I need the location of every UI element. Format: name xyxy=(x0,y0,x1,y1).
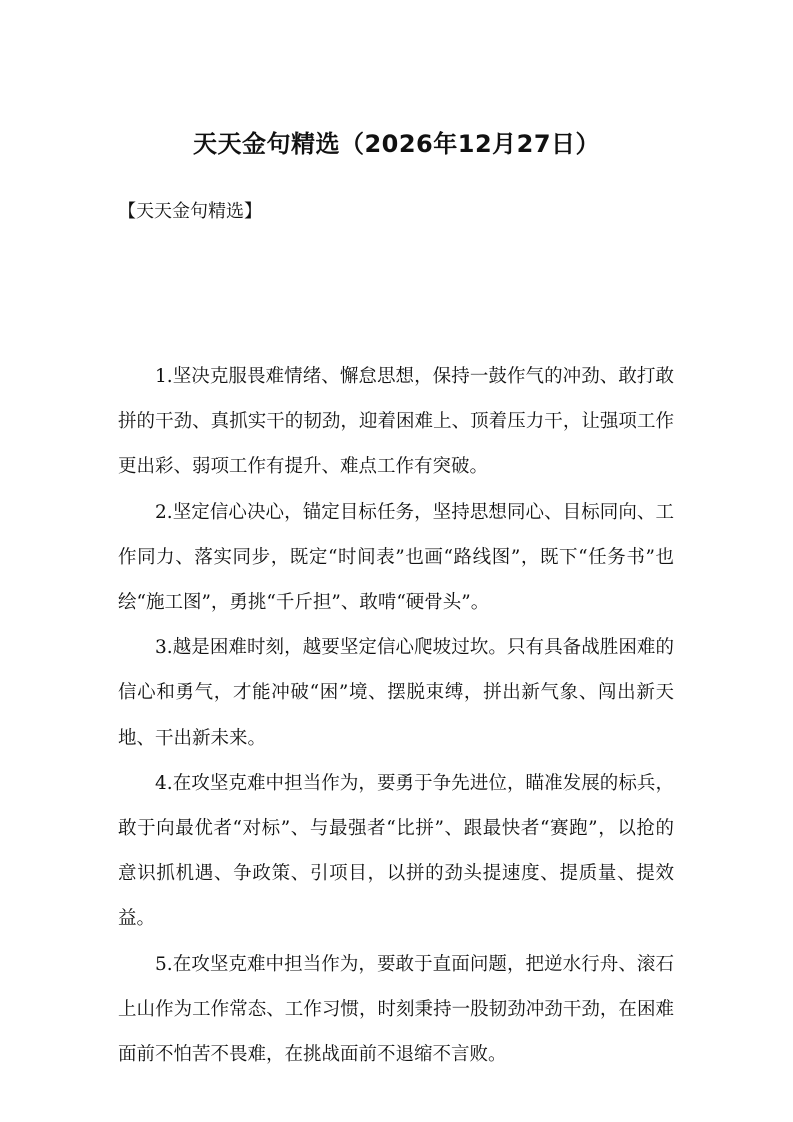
paragraph-3: 3.越是困难时刻，越要坚定信心爬坡过坎。只有具备战胜困难的信心和勇气，才能冲破“困”境、摆脱束缚，拼出新气象、闯出新天地、干出新未来。 xyxy=(118,637,674,749)
document-title: 天天金句精选（2026年12月27日） xyxy=(192,130,601,158)
paragraph-1: 1.坚决克服畏难情绪、懈怠思想，保持一鼓作气的冲劲、敢打敢拼的干劲、真抓实干的韧劲，迎着困难上、顶着压力干，让强项工作更出彩、弱项工作有提升、难点工作有突破。 xyxy=(118,366,674,478)
section-label: 【天天金句精选】 xyxy=(118,201,262,222)
document-body xyxy=(118,354,674,1077)
paragraph-4: 4.在攻坚克难中担当作为，要勇于争先进位，瞄准发展的标兵，敢于向最优者“对标”、与最强者“比拼”、跟最快者“赛跑”，以抢的意识抓机遇、争政策、引项目，以拼的劲头提速度、提质量、提效益。 xyxy=(118,772,674,930)
paragraph-2: 2.坚定信心决心，锚定目标任务，坚持思想同心、目标同向、工作同力、落实同步，既定“时间表”也画“路线图”，既下“任务书”也绘“施工图”，勇挑“千斤担”、敢啃“硬骨头”。 xyxy=(118,501,674,614)
paragraph-5: 5.在攻坚克难中担当作为，要敢于直面问题，把逆水行舟、滚石上山作为工作常态、工作习惯，时刻秉持一股韧劲冲劲干劲，在困难面前不怕苦不畏难，在挑战面前不退缩不言败。 xyxy=(118,953,674,1066)
